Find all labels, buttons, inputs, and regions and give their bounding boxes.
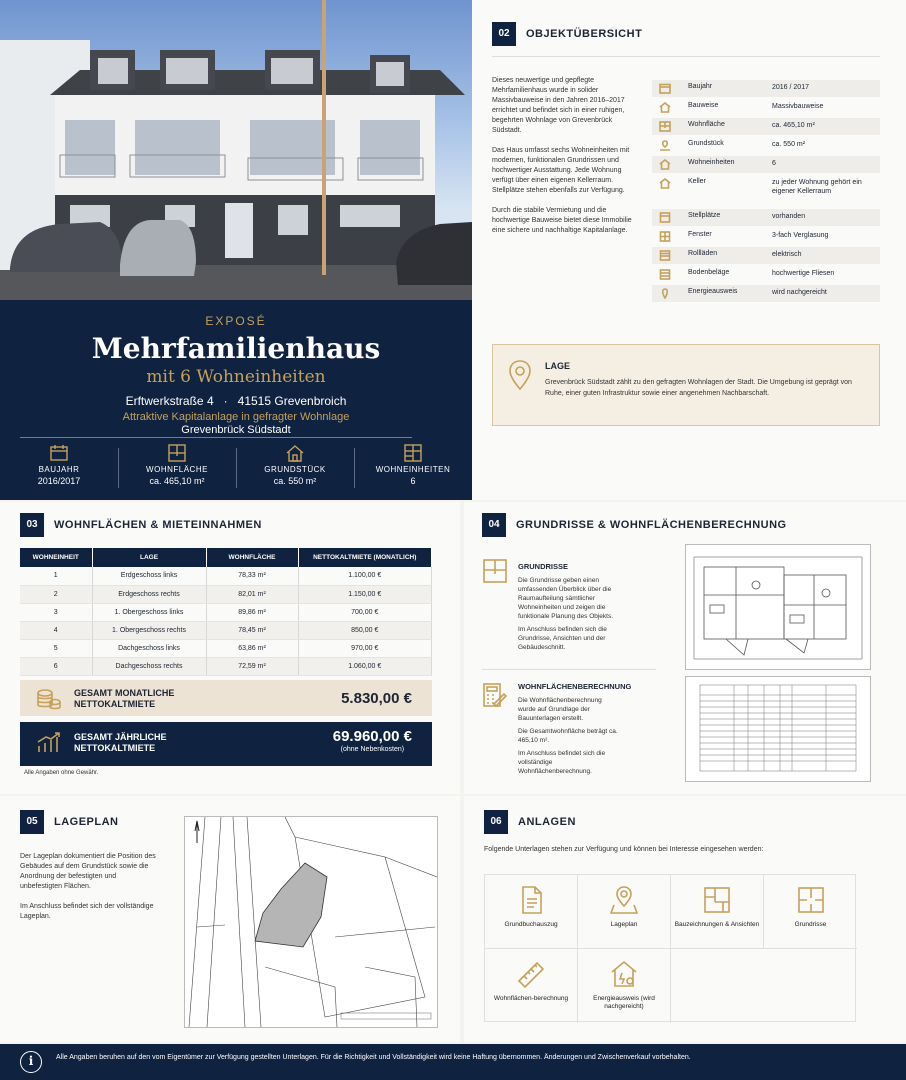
section-lageplan bbox=[0, 796, 460, 1042]
grundrisse-title: GRUNDRISSE bbox=[518, 562, 569, 571]
table-row: 2 Erdgeschoss rechts 82,01 m² 1.150,00 € bbox=[20, 585, 432, 603]
section-title: OBJEKTÜBERSICHT bbox=[526, 28, 643, 40]
attachment-lageplan[interactable]: Lageplan bbox=[578, 875, 671, 949]
yearly-value: 69.960,00 € bbox=[332, 728, 412, 745]
blueprint-icon bbox=[703, 885, 731, 915]
attachment-wohnflaechenberechnung[interactable]: Wohnflächen-berechnung bbox=[485, 949, 578, 1023]
floorplan-icon bbox=[482, 558, 508, 584]
section-title: ANLAGEN bbox=[518, 816, 576, 828]
overview-text: Dieses neuwertige und gepflegte Mehrfamilienhaus wurde in solider Massivbauweise in den Jahren 2016–2017 errichtet und befindet sich in einer ruhigen, begehrten Wohnlage von Grevenbrück Südstadt. Das Haus umfasst sechs Wohneinheiten mit modernen, funktionalen Grundrissen und hochwertiger Ausstattung. Jede Wohnung verfügt über einen eigenen Kellerraum. Stellplätze stehen ebenfalls zur Verfügung. Durch die stabile Vermietung und die hochwertige Bauweise bietet diese Immobilie eine sichere und nachhaltige Kapitalanlage. bbox=[492, 77, 632, 234]
section-header bbox=[492, 22, 642, 46]
footer bbox=[0, 1044, 906, 1080]
floorplan-thumbnail[interactable] bbox=[685, 544, 871, 670]
calendar-icon bbox=[49, 444, 69, 462]
section-title: LAGEPLAN bbox=[54, 816, 119, 828]
siteplan-thumbnail[interactable] bbox=[184, 816, 438, 1028]
attachment-grundbuchauszug[interactable]: Grundbuchauszug bbox=[485, 875, 578, 949]
section-grundrisse bbox=[464, 502, 906, 794]
column-header: NETTOKALTMIETE (MONATLICH) bbox=[298, 548, 432, 567]
table-header-row bbox=[20, 548, 432, 567]
kpi-wohneinheiten: WOHNEINHEITEN 6 bbox=[354, 442, 472, 498]
fact-row: Stellplätze vorhanden bbox=[652, 209, 880, 226]
calculator-icon bbox=[482, 682, 508, 708]
chart-growth-icon bbox=[36, 732, 62, 754]
section-title: WOHNFLÄCHEN & MIETEINNAHMEN bbox=[54, 519, 262, 531]
section-objektuebersicht bbox=[472, 0, 906, 500]
hero-panel bbox=[0, 0, 472, 500]
area-calculation-thumbnail[interactable] bbox=[685, 676, 871, 782]
section-number: 06 bbox=[484, 810, 508, 834]
fact-row: Bauweise Massivbauweise bbox=[652, 99, 880, 116]
hero-divider bbox=[20, 437, 412, 438]
cellar-icon bbox=[656, 178, 674, 189]
section-anlagen bbox=[464, 796, 906, 1042]
section-title: GRUNDRISSE & WOHNFLÄCHENBERECHNUNG bbox=[516, 519, 787, 531]
footer-text: Alle Angaben beruhen auf den vom Eigentümer zur Verfügung gestellten Unterlagen. Für die Richtigkeit und Vollständigkeit wird keine Haftung übernommen. Änderungen und Zwischenverkauf vorbehalten. bbox=[56, 1054, 691, 1061]
table-row: 4 1. Obergeschoss rechts 78,45 m² 850,00 € bbox=[20, 621, 432, 639]
attachment-energieausweis[interactable]: Energieausweis (wird nachgereicht) bbox=[578, 949, 671, 1023]
section-number: 05 bbox=[20, 810, 44, 834]
table-row: 3 1. Obergeschoss links 89,86 m² 700,00 € bbox=[20, 603, 432, 621]
section-header bbox=[20, 810, 119, 834]
fact-row: Rollläden elektrisch bbox=[652, 247, 880, 264]
kpi-bar bbox=[0, 442, 472, 498]
divider bbox=[482, 669, 656, 670]
property-title: Mehrfamilienhaus bbox=[91, 332, 381, 365]
section-number: 03 bbox=[20, 513, 44, 537]
property-subtitle: mit 6 Wohneinheiten bbox=[146, 367, 326, 387]
section-header bbox=[482, 513, 787, 537]
attachments-grid bbox=[484, 874, 856, 1022]
street: Erftwerkstraße 4 bbox=[125, 394, 214, 408]
fact-row: Fenster 3-fach Verglasung bbox=[652, 228, 880, 245]
yearly-note: (ohne Nebenkosten) bbox=[340, 746, 405, 753]
plot-icon bbox=[656, 140, 674, 151]
energy-house-icon bbox=[610, 959, 638, 989]
kpi-wohnflaeche: WOHNFLÄCHE ca. 465,10 m² bbox=[118, 442, 236, 498]
tagline: Attraktive Kapitalanlage in gefragter Wohnlage bbox=[122, 411, 350, 423]
floorplan-icon bbox=[656, 121, 674, 132]
tiles-icon bbox=[656, 269, 674, 280]
yearly-label: GESAMT JÄHRLICHE bbox=[74, 732, 167, 742]
document-icon bbox=[517, 885, 545, 915]
fact-row: Wohneinheiten 6 bbox=[652, 156, 880, 173]
floorplan-icon bbox=[797, 885, 825, 915]
attachment-bauzeichnungen[interactable]: Bauzeichnungen & Ansichten bbox=[671, 875, 764, 949]
shutter-icon bbox=[656, 250, 674, 261]
address bbox=[0, 394, 472, 408]
fact-row: Bodenbeläge hochwertige Fliesen bbox=[652, 266, 880, 283]
divider bbox=[492, 56, 880, 57]
column-header: WOHNEINHEIT bbox=[20, 548, 92, 567]
table-row: 6 Dachgeschoss rechts 72,59 m² 1.060,00 € bbox=[20, 657, 432, 675]
fact-row: Wohnfläche ca. 465,10 m² bbox=[652, 118, 880, 135]
column-header: WOHNFLÄCHE bbox=[206, 548, 298, 567]
rent-table bbox=[20, 548, 432, 676]
monthly-label: GESAMT MONATLICHE bbox=[74, 688, 175, 698]
monthly-value: 5.830,00 € bbox=[341, 690, 412, 707]
attachments-intro: Folgende Unterlagen stehen zur Verfügung und können bei Interesse eingesehen werden: bbox=[484, 846, 764, 853]
window-icon bbox=[656, 231, 674, 242]
lage-title: LAGE bbox=[545, 361, 571, 371]
house-icon bbox=[656, 102, 674, 113]
building-photo bbox=[0, 0, 472, 300]
expose-label: EXPOSÉ bbox=[205, 314, 267, 328]
lage-box bbox=[492, 344, 880, 426]
district: Grevenbrück Südstadt bbox=[181, 424, 291, 436]
section-header bbox=[20, 513, 262, 537]
section-number: 04 bbox=[482, 513, 506, 537]
kpi-grundstueck: GRUNDSTÜCK ca. 550 m² bbox=[236, 442, 354, 498]
parking-icon bbox=[656, 212, 674, 223]
attachment-grundrisse[interactable]: Grundrisse bbox=[764, 875, 857, 949]
fact-row: Energieausweis wird nachgereicht bbox=[652, 285, 880, 302]
fact-table bbox=[652, 80, 880, 304]
energy-icon bbox=[656, 288, 674, 299]
disclaimer: Alle Angaben ohne Gewähr. bbox=[24, 770, 99, 776]
house-icon bbox=[285, 444, 305, 462]
table-row: 1 Erdgeschoss links 78,33 m² 1.100,00 € bbox=[20, 567, 432, 585]
grundrisse-text: Die Grundrisse geben einen umfassenden Überblick über die Raumaufteilung sämtlicher Wohneinheiten und zeigen die funktionale Planung des Objekts. Im Anschluss befinden sich die Grundrisse, Ansichten und der Gebäudeschnitt. bbox=[518, 577, 614, 651]
column-header: LAGE bbox=[92, 548, 206, 567]
coins-icon bbox=[36, 688, 62, 710]
table-row: 5 Dachgeschoss links 63,86 m² 970,00 € bbox=[20, 639, 432, 657]
fact-row: Baujahr 2016 / 2017 bbox=[652, 80, 880, 97]
section-number: 02 bbox=[492, 22, 516, 46]
floorplan-icon bbox=[167, 444, 187, 462]
yearly-total: GESAMT JÄHRLICHE NETTOKALTMIETE 69.960,00 € (ohne Nebenkosten) bbox=[20, 722, 432, 766]
calc-text: Die Wohnflächenberechnung wurde auf Grundlage der Bauunterlagen erstellt. Die Gesamtwohnfläche beträgt ca. 465,10 m². Im Anschluss befindet sich die vollständige Wohnflächenberechnung. bbox=[518, 697, 618, 775]
ruler-icon bbox=[517, 959, 545, 989]
address-separator: · bbox=[216, 394, 235, 408]
section-header bbox=[484, 810, 576, 834]
fact-row: Keller zu jeder Wohnung gehört ein eigener Kellerraum bbox=[652, 175, 880, 207]
siteplan-text: Der Lageplan dokumentiert die Position des Gebäudes auf dem Grundstück sowie die Anordnung der befestigten und unbefestigten Flächen. Im Anschluss befindet sich der vollständige Lageplan. bbox=[20, 853, 156, 920]
map-pin-icon bbox=[507, 359, 533, 391]
units-icon bbox=[403, 444, 423, 462]
map-pin-icon bbox=[610, 885, 638, 915]
section-mieteinnahmen bbox=[0, 502, 460, 794]
lage-text: Grevenbrück Südstadt zählt zu den gefragten Wohnlagen der Stadt. Die Umgebung ist geprägt von Ruhe, einer guten Infrastruktur sowie einer angenehmen Nachbarschaft. bbox=[545, 379, 852, 397]
kpi-baujahr: BAUJAHR 2016/2017 bbox=[0, 442, 118, 498]
calendar-icon bbox=[656, 83, 674, 94]
building-icon bbox=[656, 159, 674, 170]
info-icon: i bbox=[20, 1051, 42, 1073]
fact-row: Grundstück ca. 550 m² bbox=[652, 137, 880, 154]
city: 41515 Grevenbroich bbox=[237, 394, 347, 408]
monthly-total: GESAMT MONATLICHE NETTOKALTMIETE 5.830,00 € bbox=[20, 680, 432, 716]
calc-title: WOHNFLÄCHENBERECHNUNG bbox=[518, 682, 632, 691]
